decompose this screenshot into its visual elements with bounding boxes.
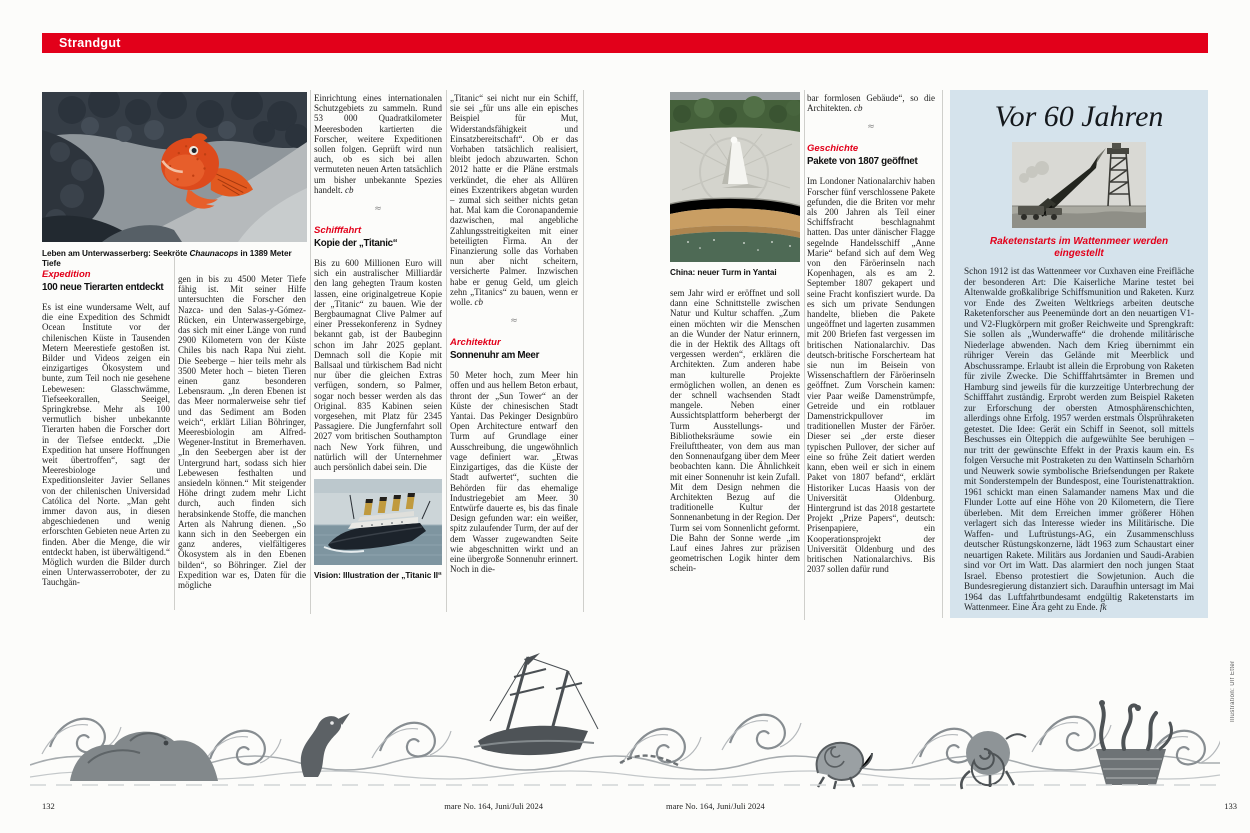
title-geschichte: Pakete von 1807 geöffnet bbox=[807, 156, 918, 168]
column-rule bbox=[446, 90, 447, 612]
body-text: Bis zu 600 Millionen Euro will sich ein australischer Milliardär den lang gehegten Traum kosten lassen, eine originalgetreue Kopie der „Titanic“ zu bauen. Wie der Bergbaumagnat Clive Palmer auf einer Pressekonferenz in Sydney bekannt gab, ist der Baubeginn schon im Jahr 2025 geplant. Demnach soll die Kopie mit Ballsaal und türkischem Bad nicht nur über die gleichen Extras verfügen, sondern, so Palmer, sogar noch besser werden als das Original. 835 Kabinen seien vorgesehen, mit Platz für 2345 Passagiere. Die Jungfernfahrt soll 2027 vom britischen Southampton nach New York führen, und natürlich will der Unternehmer auch persönlich dabei sein. Die bbox=[314, 258, 442, 473]
illustration-credit: Illustration: Ulf Etter bbox=[1230, 660, 1236, 722]
wave-ornament-icon: ≈ bbox=[510, 316, 518, 327]
body-text: „Titanic“ sei nicht nur ein Schiff, sie sei „für uns alle ein episches Beispiel für Mut, Widerstandsfähigkeit und Einsatzbereitschaft“. Ob er das Vorhaben tatsächlich realisiert, bleibt jedoch abzuwarten. Schon 2012 hatte er die Pläne erstmals verkündet, die eher als Allüren eines Exzentrikers abgetan wurden – zumal sich seither nichts getan hat. Mal kam die Coronapandemie dazwischen, mal angebliche Zahlungsstreitigkeiten mit einer beteiligten Firma. An der Finanzierung solle das Vorhaben nun aber nicht scheitern, versicherte Palmer. Inzwischen habe er genug Geld, um gleich zehn „Titanics“ zu bauen, wenn er wolle. cb bbox=[450, 93, 578, 308]
issue-footer-left: mare No. 164, Juni/Juli 2024 bbox=[444, 801, 543, 811]
column-5 bbox=[670, 92, 800, 574]
yantai-tower-photo bbox=[670, 92, 800, 262]
wave-ornament-icon: ≈ bbox=[374, 204, 382, 215]
body-text: bar formlosen Gebäude“, so die Architekten. cb bbox=[807, 93, 935, 114]
titanic-caption: Vision: Illustration der „Titanic II“ bbox=[314, 571, 442, 581]
column-rule bbox=[174, 256, 175, 610]
titanic-photo-art bbox=[314, 479, 442, 565]
section-bar bbox=[42, 33, 1208, 53]
caption-text: in 1389 Meter Tiefe bbox=[42, 249, 292, 268]
rocket-photo-art bbox=[1012, 142, 1146, 228]
sea-illustration bbox=[30, 645, 1220, 793]
body-text: Einrichtung eines internationalen Schutzgebiets zu sammeln. Rund 53 000 Quadratkilometer Meeresboden kartierten die Forscher, weitere Expeditionen sollen folgen. Geprüft wird nun auch, ob es sich bei allen vermuteten neuen Arten tatsächlich um bisher unbekannte Spezies handelt. cb bbox=[314, 93, 442, 195]
title-expedition: 100 neue Tierarten entdeckt bbox=[42, 282, 164, 293]
column-rule bbox=[804, 90, 805, 620]
sea-creature-mound bbox=[70, 732, 218, 781]
section-label: Strandgut bbox=[59, 36, 121, 50]
sea-serpent bbox=[301, 713, 350, 777]
body-text: sem Jahr wird er eröffnet und soll dann eine Schnittstelle zwischen Natur und Kultur schaffen. „Zum einen möchten wir die Menschen an die Wunder der Natur erinnern, die in der Hektik des Alltags oft vergessen werden“, erklären die Architekten. Zum anderen habe man kulturelle Projekte ermöglichen wollen, an denen es der schnell wachsenden Stadt mangele. Neben einer Aussichtsplattform beherbergt der Turm Ausstellungs- und Bibliotheksräume sowie ein Freilufttheater, von dem aus man den Sonnenaufgang über dem Meer beobachten kann. Die Ähnlichkeit mit einer Sonnenuhr ist kein Zufall. Mit dem Design nehmen die Architekten Bezug auf die traditionelle Kultur der Sonnenanbetung in der Region. Der Turm sei vom Sonnenlicht geformt. Die Bahn der Sonne werde „im Lauf eines Jahres zur präzisen geometrischen Logik hinter dem schein- bbox=[670, 288, 800, 574]
body-text: Es ist eine wundersame Welt, auf die eine Expedition des Schmidt Ocean Institute vor der chilenischen Küste in Tausenden Metern Meerestiefe gestoßen ist. Bilder und Videos zeigen ein einzigartiges Ökosystem und bunte, zum Teil noch nie gesehene Lebewesen: Glasschwämme, Tiefseekorallen, Seeigel, Springkrebse. Mehr als 100 vermutlich bisher unbekannte Tierarten haben die Forscher dort in der Tiefsee entdeckt. „Die Expedition hat unsere Hoffnungen weit übertroffen“, sagt der Meeresbiologe und Expeditionsleiter Javier Sellanes von der chilenischen Universidad Católica del Norte. „Man geht immer davon aus, in diesen abgeschiedenen und wenig erforschten Gebieten neue Arten zu finden. Aber die Menge, die wir entdeckt haben, ist überwältigend.“ Möglich wurden die Bilder durch einen Unterwasserroboter, der zu Tauchgän- bbox=[42, 302, 170, 588]
box-body-text: Schon 1912 ist das Wattenmeer vor Cuxhaven eine Freifläche der besonderen Art: Die Kaiserliche Marine testet bei Altenwalde großkalibrige Schiffsmunition und Raketen. Kurz vor Ende des Zweiten Weltkriegs arbeiten deutsche Raketenforscher aus Peenemünde dort an den neuartigen V1- und V2-Flugkörpern mit großer Reichweite und Sprengkraft: Sie sollen als „Wunderwaffe“ die drohende militärische Niederlage abwenden. Nach dem Krieg übernimmt ein rühriger Verein das Gelände mit Meerblick und Abschussrampe. Erlaubt ist allein die Erprobung von Raketen für zivile Zwecke. Die Schifffahrtsämter in Bremen und Hamburg sind jeweils für die kurzzeitige Unterbrechung der Schifffahrt zuständig. Erprobt werden zum Beispiel Raketen zur Erforschung der obersten Atmosphärenschichten, allerdings ohne Erfolg. 1957 werden erstmals Ölsprühraketen getestet. Die Idee: Gerät ein Schiff in Seenot, soll mittels Beschusses ein Ölteppich die aufgewühlte See beruhigen – nur tritt der gewünschte Effekt in der Praxis kaum ein. Es folgen Versuche mit Postraketen zu den Wattinseln Scharhörn und Neuwerk sowie symbolische Briefsendungen per Rakete mit Sonderstempeln der Bundespost, eine Touristenattraktion. 1961 schickt man einen Salamander namens Max und die Flunder Lotte auf eine Höhe von 20 Kilometern, die Tiere überleben. Mit dem Erreichen immer größerer Höhen verlagert sich das Interesse wieder ins Militärische. Die Waffen- und Luftrüstungs-AG, ein Zusammenschluss deutscher Rüstungskonzerne, lädt 1963 zum Schaustart einer neuartigen Rakete. Militärs aus Jordanien und Saudi-Arabien sind vor Ort im Watt. Das alarmiert den noch jungen Staat Israel. Ebenso protestiert die Sowjetunion. Auch die Bundesregierung distanziert sich. Daraufhin untersagt im Mai 1964 das Luftfahrtbundesamt endgültig Raketenstarts im Wattenmeer. Eine Ära geht zu Ende. fk bbox=[964, 266, 1194, 612]
titanic-photo bbox=[314, 479, 442, 565]
page-number-right: 133 bbox=[1224, 801, 1237, 811]
column-rule bbox=[942, 90, 943, 618]
author-initials: cb bbox=[853, 103, 863, 114]
author-initials: cb bbox=[345, 184, 354, 195]
body-text: Im Londoner Nationalarchiv haben Forscher fünf verschlossene Pakete gefunden, die die Briten vor mehr als 200 Jahren als Teil einer Schiffsfracht beschlagnahmt hatten. Das unter dänischer Flagge segelnde Handelsschiff „Anne Marie“ befand sich auf dem Weg von den Färöerinseln nach Kopenhagen, als es am 2. September 1807 gekapert und seine Fracht konfisziert wurde. Da es sich um private Sendungen handelte, blieben die Pakete ungeöffnet und lagerten zusammen mit 200 Briefen fast vergessen im britischen Nationalarchiv. Das deutsch-britische Forscherteam hat sie nun im Beisein von Wissenschaftlern der Färöerinseln geöffnet. Zum Vorschein kamen: vier Paar weiße Damenstrümpfe, Getreide und ein rotblauer Damenstrickpullover im traditionellen Muster der Färöer. Dieser sei „der erste dieser typischen Pullover, der sicher auf eine so frühe Zeit datiert werden kann, eben weil er sich in einem Paket von 1807 befand“, erklärt Historiker Lucas Haasis von der Universität Oldenburg. Hintergrund ist das 2018 gestartete Projekt „Prize Papers“, deutsch: Prisenpapiere, ein Kooperationsprojekt der Universität Oldenburg und des britischen Nationalarchivs. Bis 2037 sollen dafür rund bbox=[807, 176, 935, 575]
caption-text: Leben am Unterwasserberg: Seekröte bbox=[42, 249, 190, 258]
wave-ornament-icon: ≈ bbox=[867, 122, 875, 133]
author-initials: cb bbox=[474, 297, 483, 308]
column-rule bbox=[583, 90, 584, 612]
box-headline: Raketenstarts im Wattenmeer werden eingestellt bbox=[989, 236, 1169, 259]
sinking-ship bbox=[474, 653, 598, 755]
issue-footer-right: mare No. 164, Juni/Juli 2024 bbox=[666, 801, 765, 811]
conch-creature bbox=[817, 743, 872, 789]
category-schifffahrt: Schifffahrt bbox=[314, 225, 362, 237]
seatoad-photo-art bbox=[42, 92, 307, 242]
column-expedition-2 bbox=[178, 274, 306, 590]
column-4 bbox=[450, 93, 578, 574]
column-rule bbox=[310, 90, 311, 614]
category-architektur: Architektur bbox=[450, 337, 501, 349]
yantai-tower-art bbox=[670, 92, 800, 262]
vor-60-jahren-box bbox=[950, 90, 1208, 618]
body-text: 50 Meter hoch, zum Meer hin offen und aus hellem Beton erbaut, thront der „Sun Tower“ an der Küste der chinesischen Stadt Yantai. Das Pekinger Designbüro Open Architecture entwarf den Turm auf Grundlage einer Ausschreibung, die ungewöhnlich vage definiert war. „Etwas Einzigartiges, das die Küste der Stadt aufwertet“, suchten die Behörden für das ehemalige Industriegebiet am Meer. 30 Entwürfe dauerte es, bis das finale Design gefunden war: ein weißer, spitz zulaufender Turm, der auf der dem Wasser zugewandten Seite wie abgeschnitten wirkt und an eine übergroße Sonnenuhr erinnert. Noch in die- bbox=[450, 370, 578, 575]
column-6 bbox=[807, 93, 935, 574]
seatoad-caption bbox=[42, 249, 310, 269]
seatoad-photo bbox=[42, 92, 307, 242]
snail-creature bbox=[961, 731, 1026, 789]
caption-species: Chaunacops bbox=[189, 249, 239, 258]
title-architektur: Sonnenuhr am Meer bbox=[450, 350, 540, 362]
sea-illustration-art bbox=[30, 645, 1220, 793]
yantai-caption: China: neuer Turm in Yantai bbox=[670, 268, 777, 277]
body-text: gen in bis zu 4500 Meter Tiefe fähig ist. Mit seiner Hilfe untersuchten die Forscher den Nazca- und den Salas-y-Gómez-Rücken, ein Unterwassergebirge, das sich mit einer Länge von rund 2900 Kilometern von der Küste Chiles bis nach Rapa Nui zieht. Die Seeberge – hier teils mehr als 3500 Meter hoch – bieten Tieren einen ganz besonderen Lebensraum. „In deren Ebenen ist das Meer normalerweise sehr tief und das Sediment am Boden weich“, erklärt Lilian Böhringer, Meeresbiologin am Alfred-Wegener-Institut in Bremerhaven. „In den Seebergen aber ist der Untergrund hart, sodass sich hier Lebewesen festhalten und ansiedeln können.“ Mit steigender Höhe dringt zudem mehr Licht durch, auch finden sich herabsinkende Stoffe, die manchen Arten als Nahrung dienen. „So kann sich in den Seebergen ein ganz anderes, vielfältigeres Ökosystem als in den Ebenen bilden“, so Böhringer. Ziel der Expedition war es, Daten für die mögliche bbox=[178, 274, 306, 591]
category-expedition: Expedition bbox=[42, 269, 91, 280]
column-3 bbox=[314, 93, 442, 581]
column-expedition-1 bbox=[42, 269, 170, 588]
page-number-left: 132 bbox=[42, 801, 55, 811]
category-geschichte: Geschichte bbox=[807, 143, 859, 155]
author-initials: fk bbox=[1100, 602, 1107, 612]
title-schifffahrt: Kopie der „Titanic“ bbox=[314, 238, 398, 250]
rocket-photo bbox=[1012, 142, 1146, 228]
box-title: Vor 60 Jahren bbox=[994, 100, 1164, 133]
